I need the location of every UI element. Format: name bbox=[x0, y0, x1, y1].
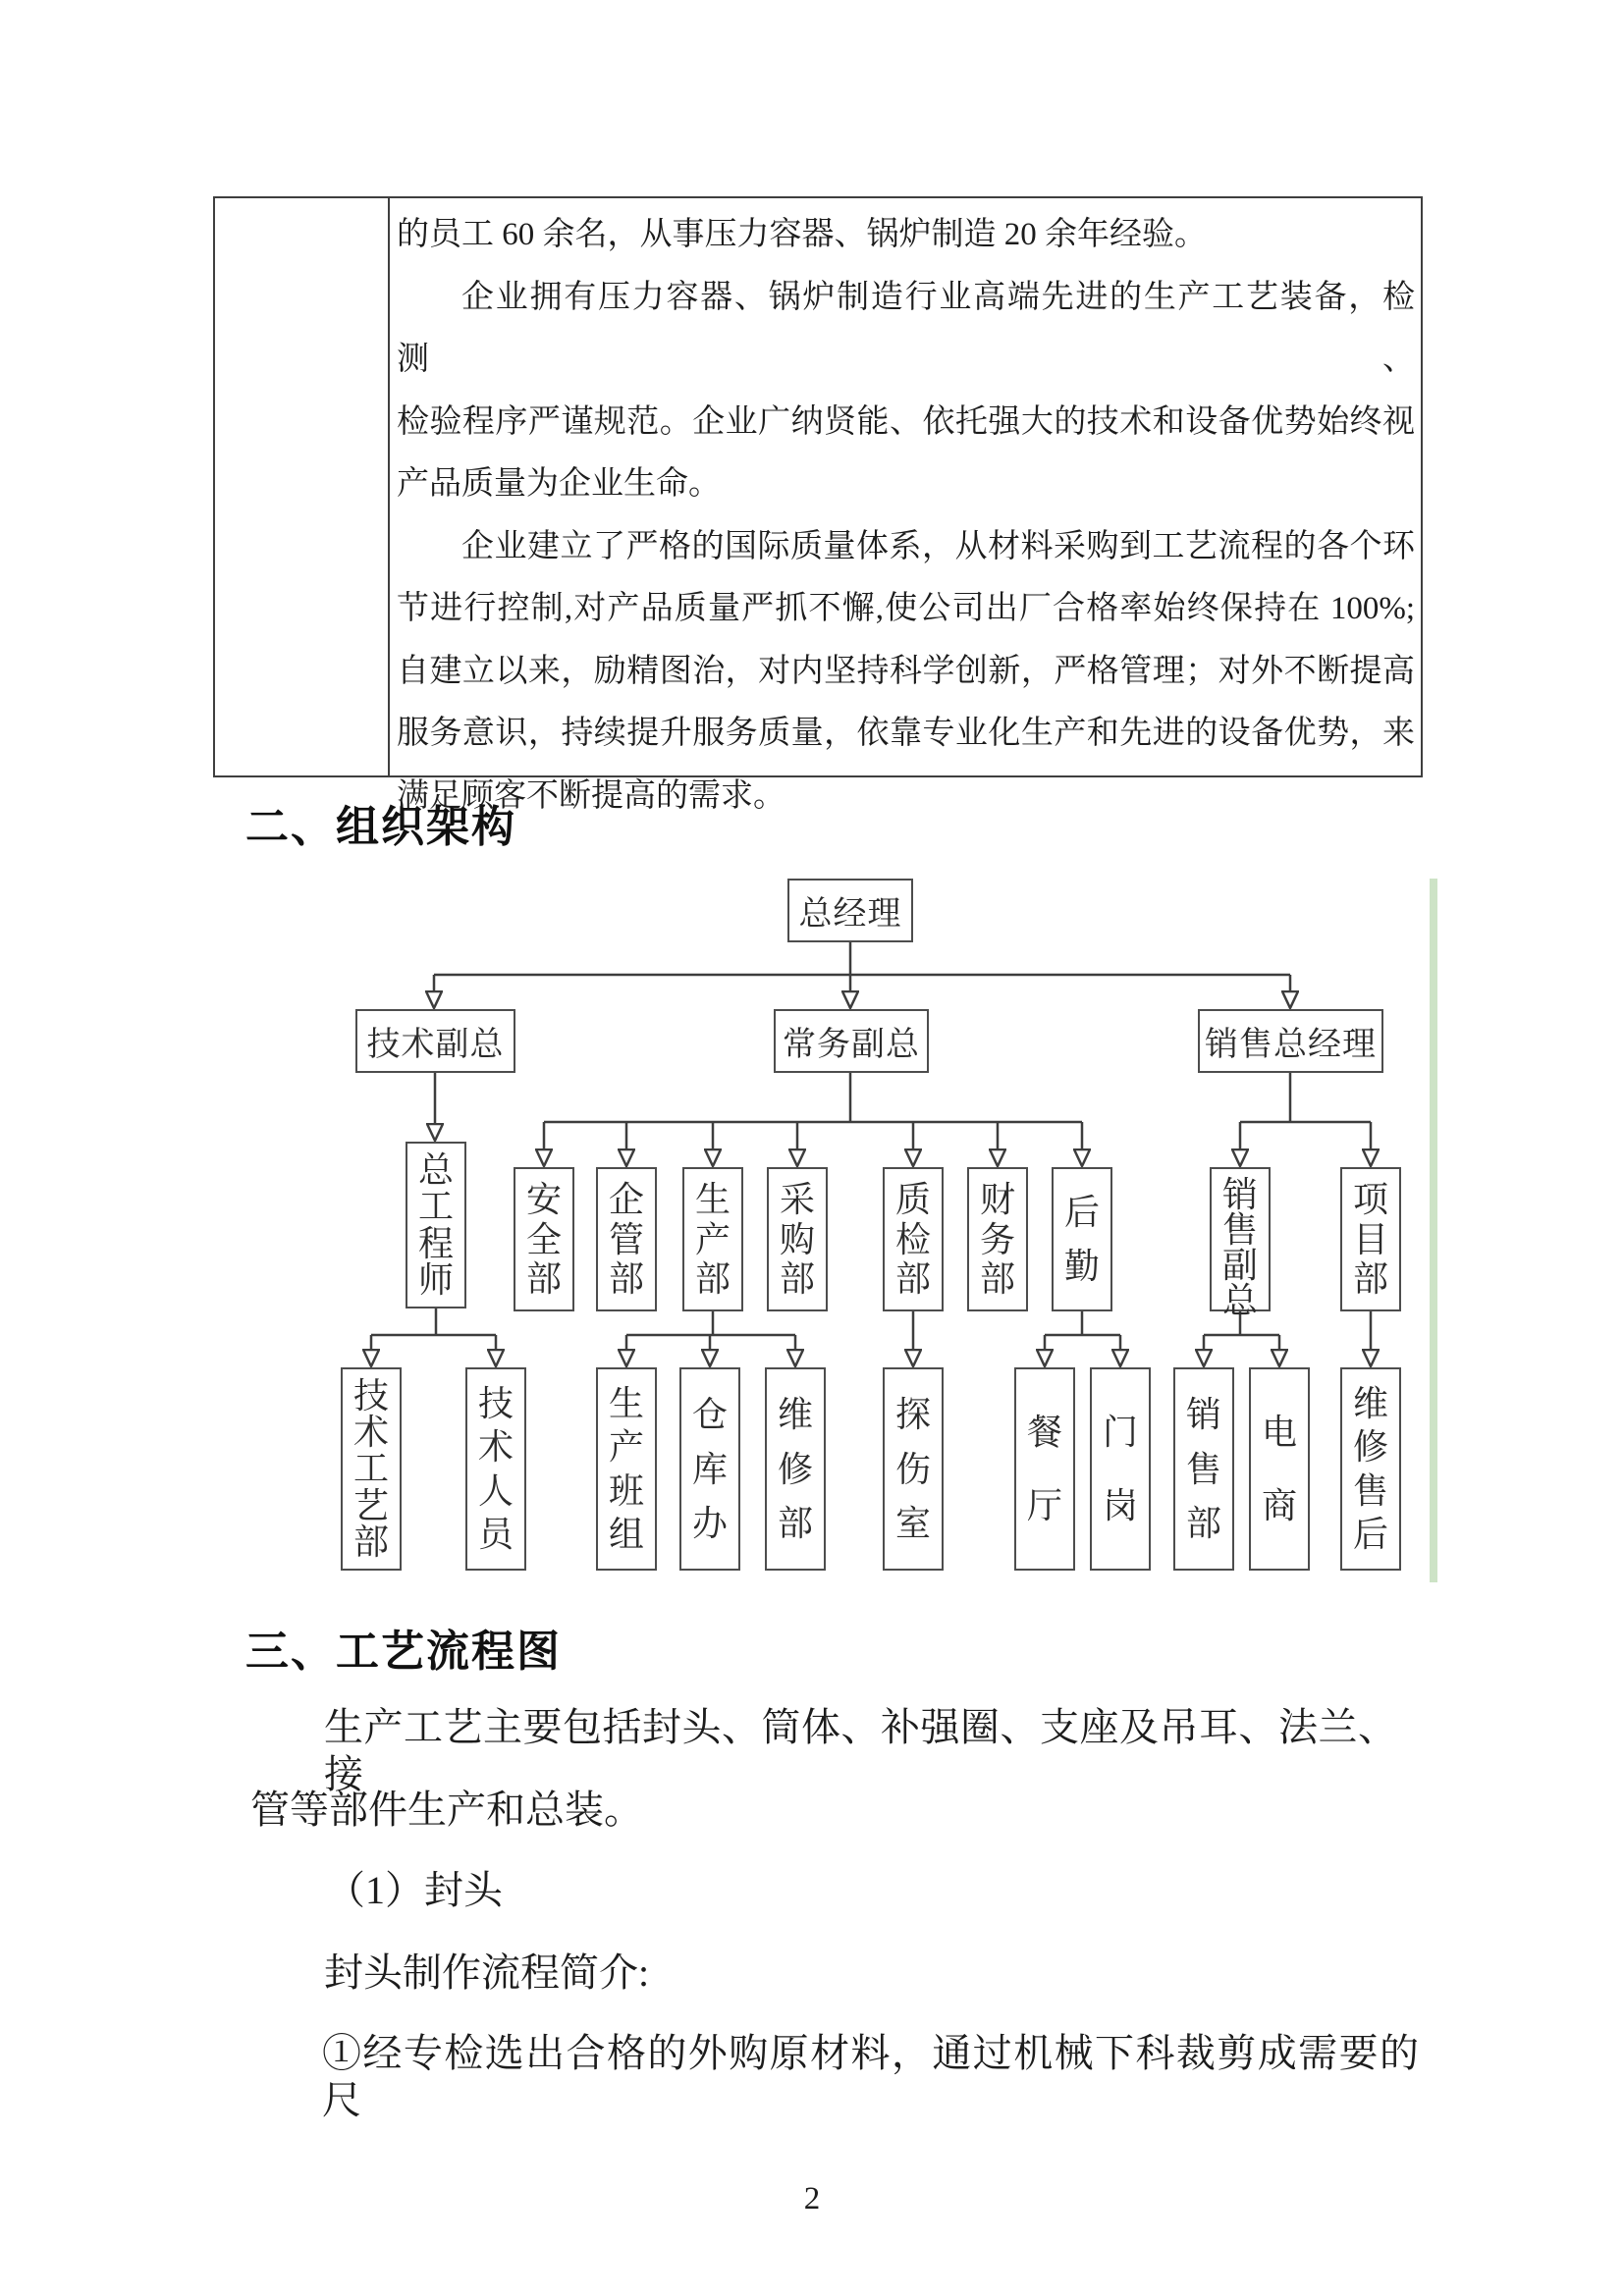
org-node-warehouse-office: 仓 库 办 bbox=[679, 1367, 740, 1571]
org-node-sales-general-manager: 销售总经理 bbox=[1198, 1009, 1383, 1073]
org-node-ecommerce: 电 商 bbox=[1249, 1367, 1310, 1571]
table-text-line: 满足顾客不断提高的需求。 bbox=[397, 777, 785, 814]
table-text-line: 服务意识，持续提升服务质量，依靠专业化生产和先进的设备优势，来 bbox=[397, 716, 1415, 751]
org-node-general-manager: 总经理 bbox=[787, 879, 913, 942]
paragraph-line: 封头制作流程简介: bbox=[324, 1950, 650, 1995]
org-node-canteen: 餐 厅 bbox=[1014, 1367, 1075, 1571]
org-node-quality-inspection-dept: 质 检 部 bbox=[883, 1167, 944, 1311]
table-cell-empty bbox=[215, 198, 390, 775]
table-text-line: 检验程序严谨规范。企业广纳贤能、依托强大的技术和设备优势始终视 bbox=[397, 403, 1415, 440]
org-node-maintenance-dept: 维 修 部 bbox=[765, 1367, 826, 1571]
table-text-line: 企业拥有压力容器、锅炉制造行业高端先进的生产工艺装备，检测、 bbox=[397, 279, 1415, 377]
org-node-sales-dept: 销 售 部 bbox=[1173, 1367, 1234, 1571]
org-node-finance-dept: 财 务 部 bbox=[967, 1167, 1028, 1311]
company-intro-table bbox=[213, 196, 1423, 814]
org-node-executive-vice-president: 常务副总 bbox=[774, 1009, 929, 1073]
org-node-tech-staff: 技 术 人 员 bbox=[465, 1367, 526, 1571]
green-accent-line bbox=[1430, 879, 1437, 1582]
table-text-line: 企业建立了严格的国际质量体系，从材料采购到工艺流程的各个环 bbox=[461, 528, 1415, 564]
section-heading-process-flow: 三、工艺流程图 bbox=[245, 1628, 562, 1676]
org-node-flaw-detection-room: 探 伤 室 bbox=[883, 1367, 944, 1571]
org-node-logistics-dept: 后 勤 bbox=[1052, 1167, 1112, 1311]
org-node-sales-vice-president: 销 售 副 总 bbox=[1210, 1167, 1271, 1311]
table-text-line: 产品质量为企业生命。 bbox=[397, 466, 721, 502]
org-node-tech-vice-president: 技术副总 bbox=[355, 1009, 515, 1073]
table-text-line: 自建立以来，励精图治，对内坚持科学创新，严格管理；对外不断提高 bbox=[397, 653, 1415, 689]
org-node-chief-engineer: 总 工 程 师 bbox=[406, 1142, 466, 1308]
org-node-purchasing-dept: 采 购 部 bbox=[767, 1167, 828, 1311]
section-heading-organization: 二、组织架构 bbox=[245, 803, 516, 851]
org-node-after-sales-maintenance: 维 修 售 后 bbox=[1340, 1367, 1401, 1571]
paragraph-line: 生产工艺主要包括封头、筒体、补强圈、支座及吊耳、法兰、接 bbox=[324, 1705, 1397, 1796]
list-item-head: （1）封头 bbox=[326, 1868, 503, 1912]
table-text-line: 节进行控制,对产品质量严抓不懈,使公司出厂合格率始终保持在 100%; bbox=[397, 591, 1415, 626]
org-node-gate-post: 门 岗 bbox=[1090, 1367, 1151, 1571]
org-node-production-dept: 生 产 部 bbox=[682, 1167, 743, 1311]
org-node-project-dept: 项 目 部 bbox=[1340, 1167, 1401, 1311]
paragraph-line: ①经专检选出合格的外购原材料，通过机械下科裁剪成需要的尺 bbox=[322, 2031, 1419, 2122]
org-node-tech-process-dept: 技 术 工 艺 部 bbox=[341, 1367, 402, 1571]
org-node-production-team: 生 产 班 组 bbox=[596, 1367, 657, 1571]
table-cell-text bbox=[390, 198, 1421, 814]
org-node-enterprise-mgmt-dept: 企 管 部 bbox=[596, 1167, 657, 1311]
paragraph-line: 管等部件生产和总装。 bbox=[250, 1788, 643, 1832]
page-number: 2 bbox=[803, 2181, 821, 2216]
table-text-line: 的员工 60 余名，从事压力容器、锅炉制造 20 余年经验。 bbox=[397, 217, 1207, 252]
org-node-safety-dept: 安 全 部 bbox=[514, 1167, 574, 1311]
